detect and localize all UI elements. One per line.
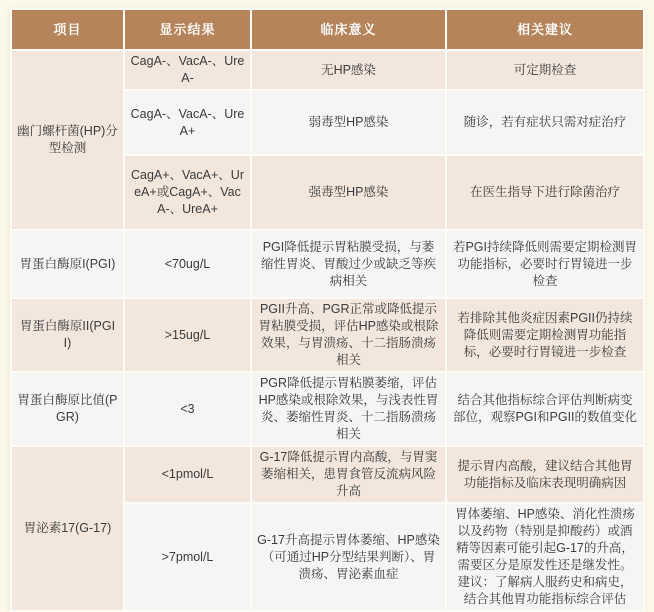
table-row: [11, 230, 644, 298]
cell-suggestion: 若PGI持续降低则需要定期检测胃功能指标，必要时行胃镜进一步检查: [446, 230, 644, 298]
cell-suggestion: 随诊，若有症状只需对症治疗: [446, 90, 644, 155]
cell-significance: G-17升高提示胃体萎缩、HP感染（可通过HP分型结果判断）、胃溃疡、胃泌素血症: [251, 503, 446, 611]
results-table-container: [10, 8, 643, 612]
cell-result: CagA-、VacA-、UreA-: [124, 50, 251, 90]
cell-suggestion: 若排除其他炎症因素PGII仍持续降低则需要定期检测胃功能指标，必要时行胃镜进一步检查: [446, 298, 644, 372]
table-row: [11, 298, 644, 372]
column-header-significance: 临床意义: [251, 9, 446, 50]
table-row: [11, 446, 644, 503]
cell-result: >7pmol/L: [124, 503, 251, 611]
table-row: [11, 372, 644, 446]
cell-suggestion: 可定期检查: [446, 50, 644, 90]
cell-significance: 弱毒型HP感染: [251, 90, 446, 155]
cell-item-hp-typing: 幽门螺杆菌(HP)分型检测: [11, 50, 124, 230]
cell-significance: PGII升高、PGR正常或降低提示胃粘膜受损，评估HP感染或根除效果，与胃溃疡、十二指肠溃疡相关: [251, 298, 446, 372]
cell-result: CagA+、VacA+、UreA+或CagA+、VacA-、UreA+: [124, 155, 251, 230]
cell-item-pgii: 胃蛋白酶原II(PGII): [11, 298, 124, 372]
cell-significance: 强毒型HP感染: [251, 155, 446, 230]
cell-significance: PGR降低提示胃粘膜萎缩，评估HP感染或根除效果，与浅表性胃炎、萎缩性胃炎、十二指肠溃疡相关: [251, 372, 446, 446]
cell-result: <1pmol/L: [124, 446, 251, 503]
table-header-row: [11, 9, 644, 50]
column-header-item: 项目: [11, 9, 124, 50]
cell-result: <3: [124, 372, 251, 446]
cell-significance: PGI降低提示胃粘膜受损，与萎缩性胃炎、胃酸过少或缺乏等疾病相关: [251, 230, 446, 298]
cell-result: >15ug/L: [124, 298, 251, 372]
cell-significance: G-17降低提示胃内高酸，与胃窦萎缩相关，患胃食管反流病风险升高: [251, 446, 446, 503]
gastric-function-results-table: [10, 8, 645, 612]
cell-item-pgr: 胃蛋白酶原比值(PGR): [11, 372, 124, 446]
cell-item-pgi: 胃蛋白酶原I(PGI): [11, 230, 124, 298]
cell-significance: 无HP感染: [251, 50, 446, 90]
cell-suggestion: 结合其他指标综合评估判断病变部位，观察PGI和PGII的数值变化: [446, 372, 644, 446]
cell-result: <70ug/L: [124, 230, 251, 298]
column-header-suggestion: 相关建议: [446, 9, 644, 50]
cell-suggestion: 在医生指导下进行除菌治疗: [446, 155, 644, 230]
column-header-result: 显示结果: [124, 9, 251, 50]
table-row: [11, 50, 644, 90]
cell-result: CagA-、VacA-、UreA+: [124, 90, 251, 155]
cell-suggestion: 胃体萎缩、HP感染、消化性溃疡以及药物（特别是抑酸药）或酒精等因素可能引起G-17的升高，需要区分是原发性还是继发性。建议：了解病人服药史和病史，结合其他胃功能指标综合评估: [446, 503, 644, 611]
cell-suggestion: 提示胃内高酸，建议结合其他胃功能指标及临床表现明确病因: [446, 446, 644, 503]
cell-item-g17: 胃泌素17(G-17): [11, 446, 124, 611]
